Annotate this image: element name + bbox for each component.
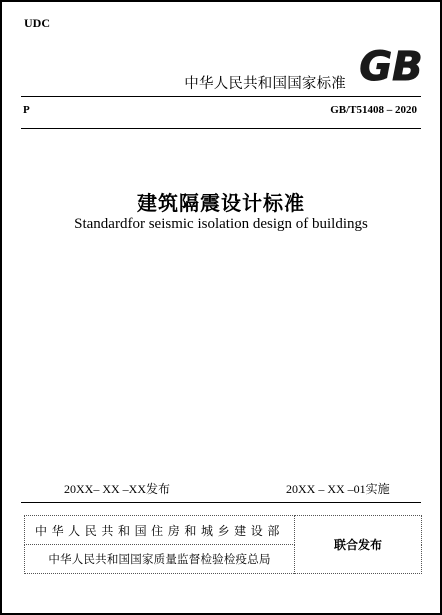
number-rule (21, 128, 421, 129)
category-code: P (23, 104, 30, 116)
issuer-administration: 中华人民共和国国家质量监督检验检疫总局 (25, 545, 295, 574)
organization-title: 中华人民共和国国家标准 (184, 76, 346, 92)
issuer-ministry: 中华人民共和国住房和城乡建设部 (25, 516, 295, 545)
standard-number: GB/T51408 – 2020 (330, 104, 417, 116)
title-english: Standardfor seismic isolation design of buildings (74, 216, 368, 232)
udc-label: UDC (24, 16, 50, 30)
implementation-date: 20XX – XX –01实施 (286, 482, 390, 496)
issue-date: 20XX– XX –XX发布 (64, 482, 170, 496)
header-rule (21, 96, 421, 97)
joint-issue-label: 联合发布 (295, 516, 422, 574)
footer-rule (21, 502, 421, 503)
title-chinese: 建筑隔震设计标准 (137, 191, 305, 215)
gb-logo-text: GB (359, 46, 423, 86)
gb-logo (352, 46, 430, 86)
issuer-table (24, 515, 422, 574)
